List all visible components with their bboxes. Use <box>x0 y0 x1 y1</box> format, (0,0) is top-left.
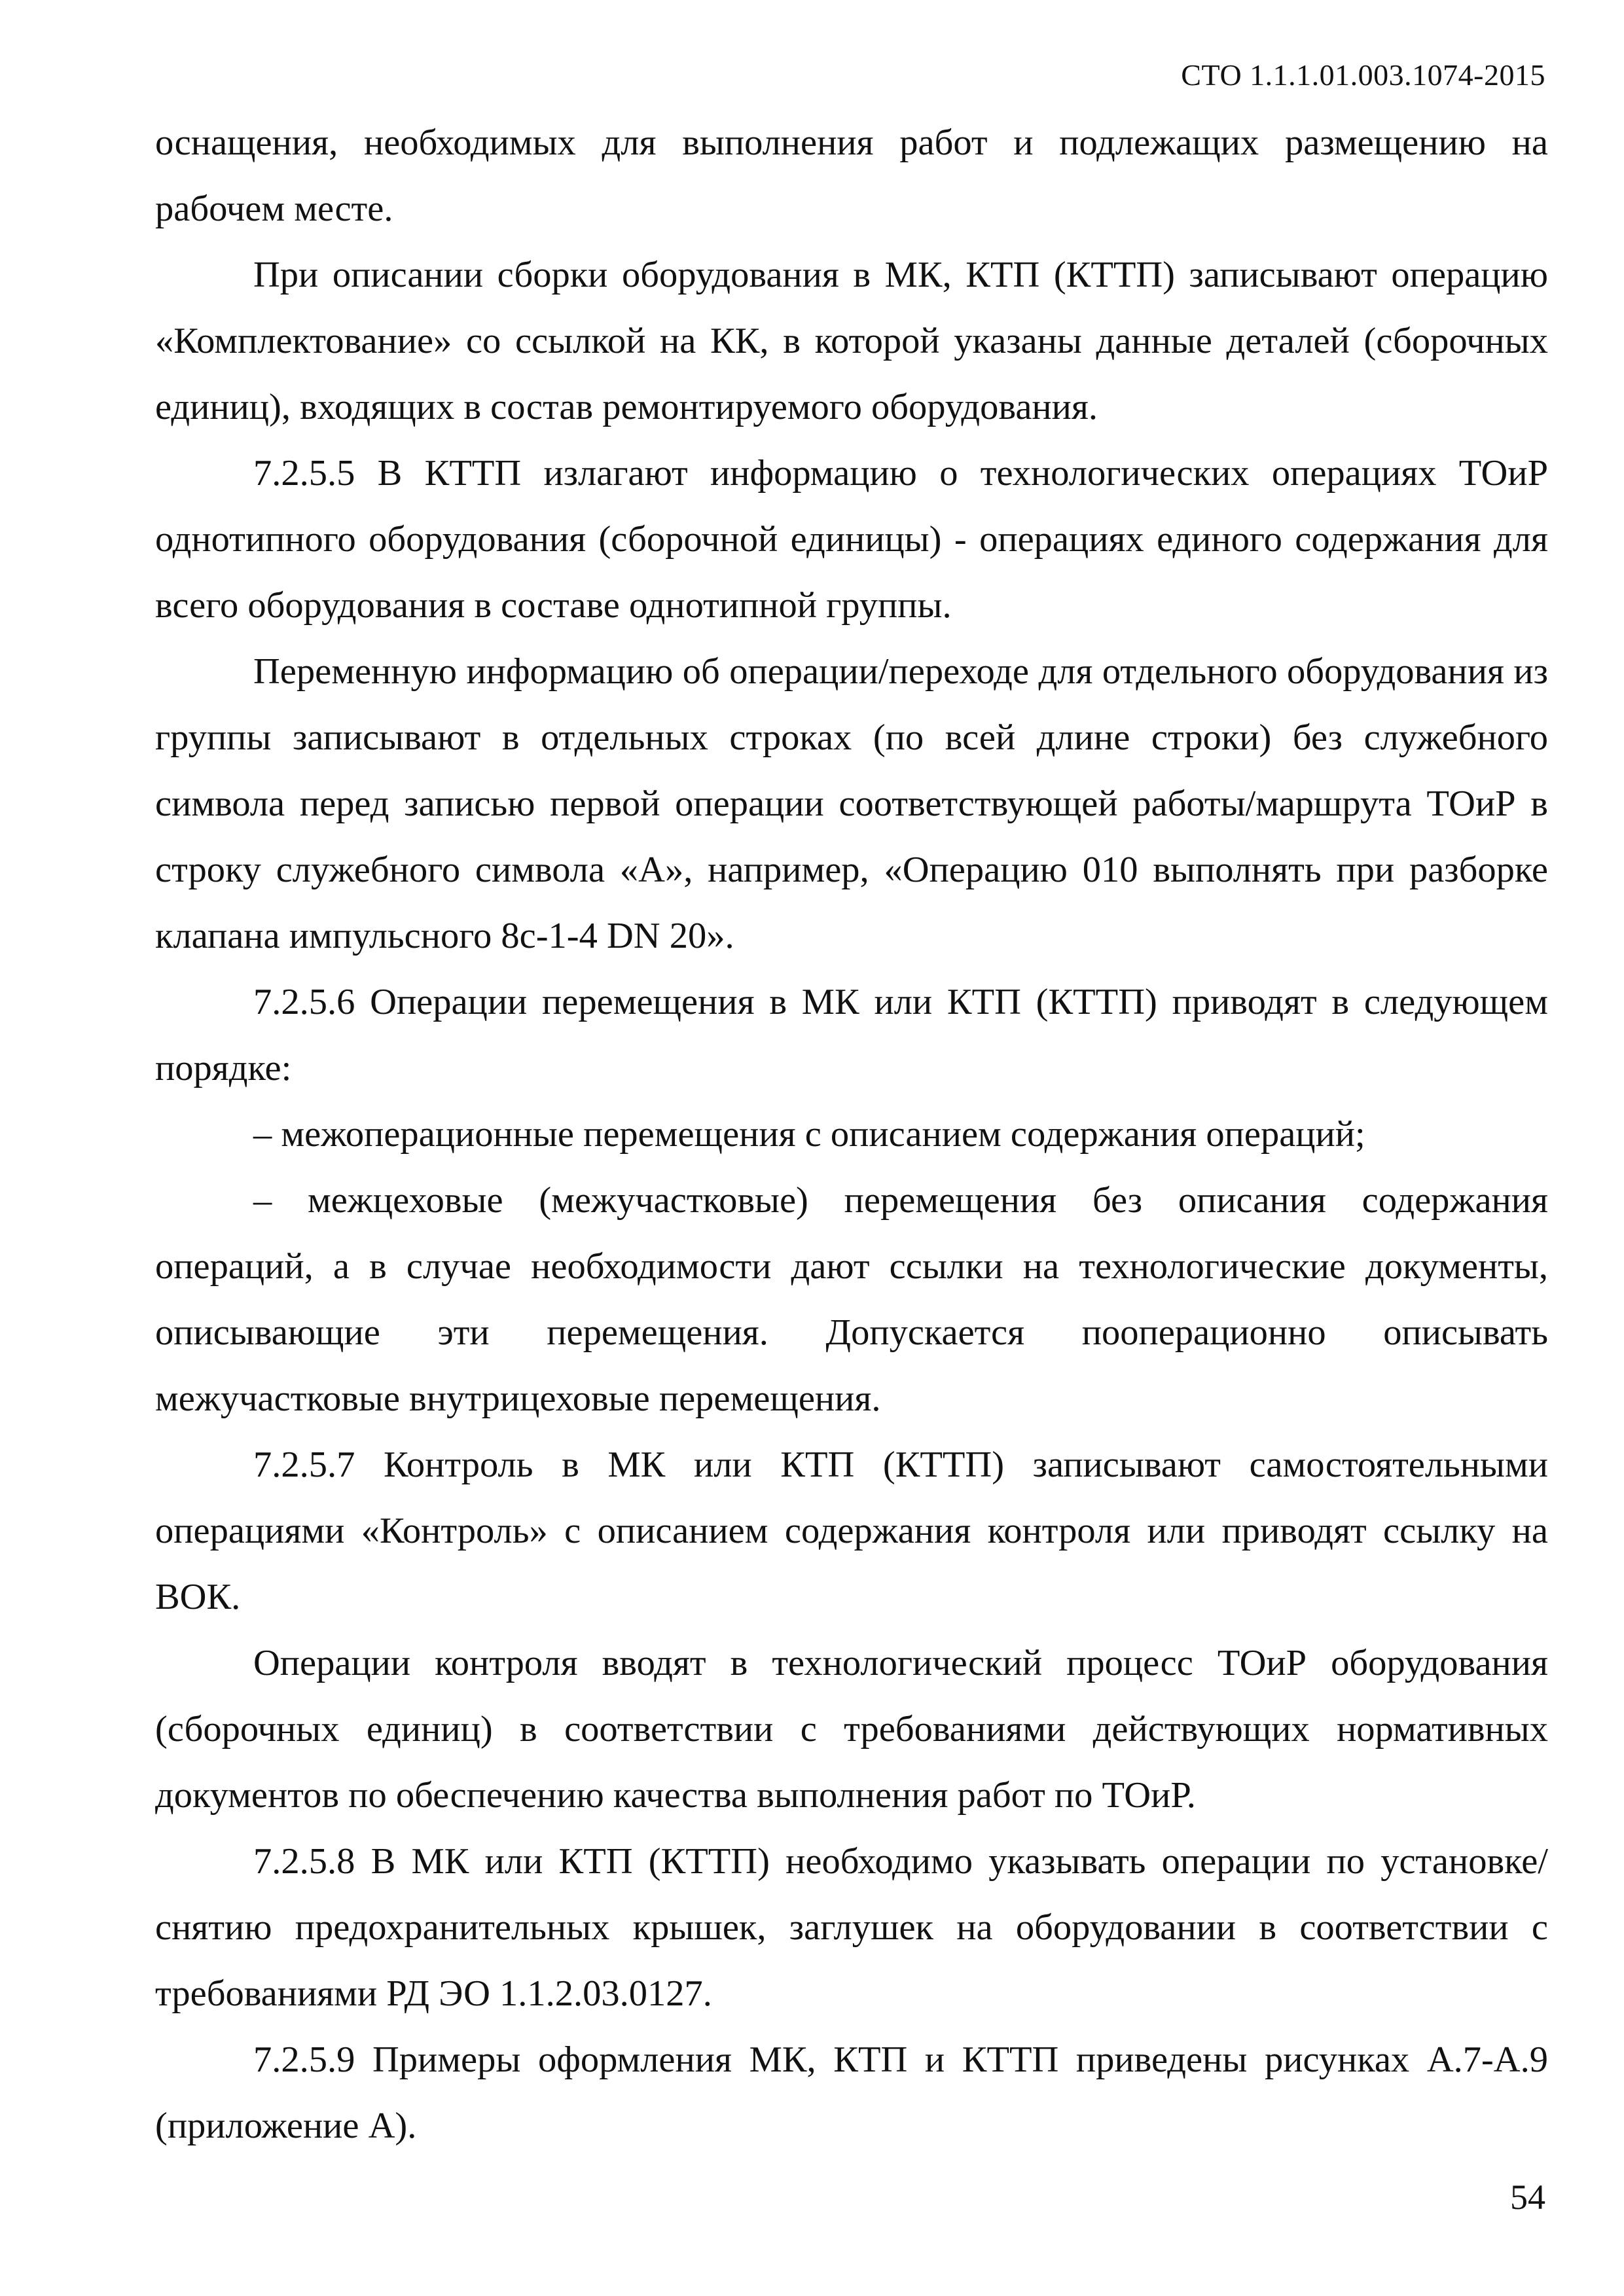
paragraph-continuation: оснащения, необходимых для выполнения работ и подлежащих размещению на рабочем месте. <box>155 122 1548 229</box>
document-code: СТО 1.1.1.01.003.1074-2015 <box>1181 58 1545 92</box>
paragraph-control-operations: Операции контроля вводят в технологический процесс ТОиР оборудования (сборочных единиц) в соответствии с требованиями действующих нормативных документов по обеспечению качества выполнения работ по ТОиР. <box>155 1643 1548 1816</box>
paragraph-7-2-5-8: 7.2.5.8 В МК или КТП (КТТП) необходимо указывать операции по установке/снятию предохранительных крышек, заглушек на оборудовании в соответствии с требованиями РД ЭО 1.1.2.03.0127. <box>155 1841 1548 2014</box>
paragraph-7-2-5-6: 7.2.5.6 Операции перемещения в МК или КТП (КТТП) приводят в следующем порядке: <box>155 982 1548 1088</box>
paragraph-7-2-5-9: 7.2.5.9 Примеры оформления МК, КТП и КТТП приведены рисунках А.7-А.9 (приложение А). <box>155 2039 1548 2146</box>
paragraph-variable-information: Переменную информацию об операции/переходе для отдельного оборудования из группы записывают в отдельных строках (по всей длине строки) без служебного символа перед записью первой операции соответствующей работы/маршрута ТОиР в строку служебного символа «А», например, «Операцию 010 выполнять при разборке клапана импульсного 8с-1-4 DN 20». <box>155 651 1548 956</box>
list-item-interoperational-moves: – межоперационные перемещения с описанием содержания операций; <box>253 1114 1365 1155</box>
document-body <box>155 110 1548 2159</box>
page-number: 54 <box>1510 2178 1545 2217</box>
paragraph-assembly-description: При описании сборки оборудования в МК, КТП (КТТП) записывают операцию «Комплектование» со ссылкой на КК, в которой указаны данные деталей (сборочных единиц), входящих в состав ремонтируемого оборудования. <box>155 255 1548 427</box>
paragraph-7-2-5-7: 7.2.5.7 Контроль в МК или КТП (КТТП) записывают самостоятельными операциями «Контроль» с описанием содержания контроля или приводят ссылку на ВОК. <box>155 1444 1548 1617</box>
paragraph-7-2-5-5: 7.2.5.5 В КТТП излагают информацию о технологических операциях ТОиР однотипного оборудования (сборочной единицы) - операциях единого содержания для всего оборудования в составе однотипной группы. <box>155 453 1548 626</box>
list-item-intershop-moves: – межцеховые (межучастковые) перемещения без описания содержания операций, а в случае необходимости дают ссылки на технологические документы, описывающие эти перемещения. Допускается пооперационно описывать межучастковые внутрицеховые перемещения. <box>155 1180 1548 1419</box>
